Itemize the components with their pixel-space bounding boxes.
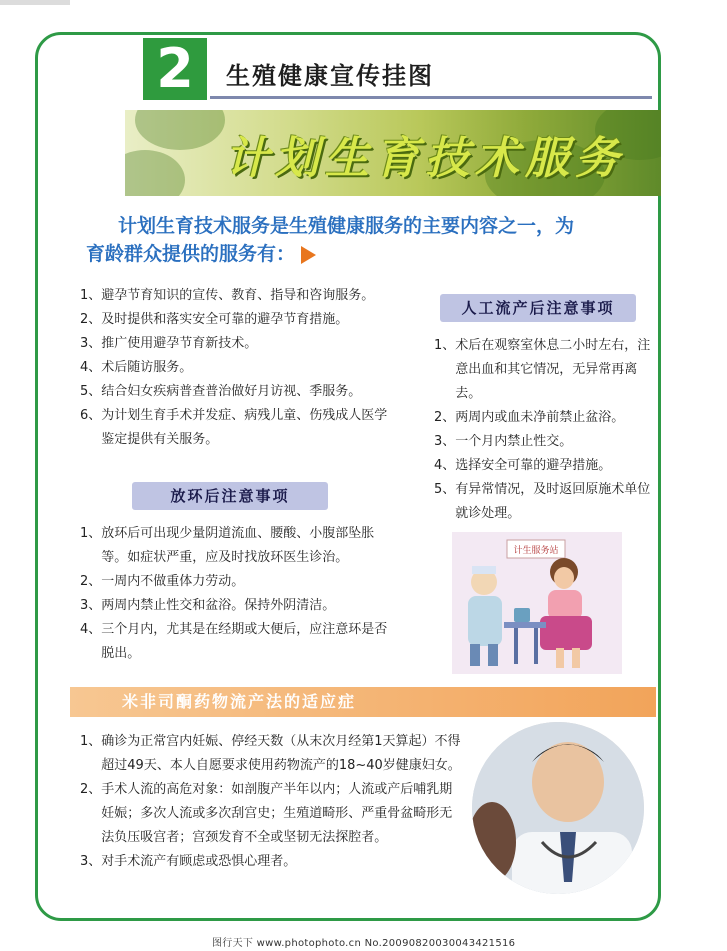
poster-title: 生殖健康宣传挂图 [226,62,434,90]
banner [125,110,661,196]
list-item: 1、 术后在观察室休息二小时左右，注意出血和其它情况，无异常再离去。 [434,338,651,401]
list-item: 2、 两周内或血未净前禁止盆浴。 [434,410,625,425]
list-item: 1、 确诊为正常宫内妊娠、停经天数（从末次月经第1天算起）不得超过49天、本人自愿要求使用药物流产的18~40岁健康妇女。 [80,734,461,773]
list-item: 2、 一周内不做重体力劳动。 [80,574,245,589]
arrow-right-icon [301,246,316,264]
corner-mark [0,0,70,5]
list-item: 3、 对手术流产有顾虑或恐惧心理者。 [80,854,297,869]
footer-credit: 图行天下 www.photophoto.cn No.20090820030043421516 [212,938,516,949]
doctor-photo-graphic [472,722,644,894]
list-item: 2、 手术人流的高危对象：如剖腹产半年以内；人流或产后哺乳期妊娠；多次人流或多次刮宫史；生殖道畸形、严重骨盆畸形无法负压吸宫者；宫颈发育不全或坚韧无法探腔者。 [80,782,453,845]
title-underline [210,96,652,99]
list-item: 5、 结合妇女疾病普查普治做好月访视、季服务。 [80,384,362,399]
mifepristone-list [80,730,462,874]
mifepristone-section-title: 米非司酮药物流产法的适应症 [70,687,656,717]
iud-section-title: 放环后注意事项 [132,482,328,510]
clinic-illustration-graphic [452,532,622,674]
doctor-photo [472,722,644,894]
intro-text [86,212,652,268]
clinic-illustration [452,532,622,674]
list-item: 3、 一个月内禁止性交。 [434,434,573,449]
list-item: 1、 放环后可出现少量阴道流血、腰酸、小腹部坠胀等。如症状严重，应及时找放环医生诊治。 [80,526,375,565]
list-item: 4、 选择安全可靠的避孕措施。 [434,458,612,473]
banner-title: 计划生育技术服务 [225,133,625,184]
list-item: 1、 避孕节育知识的宣传、教育、指导和咨询服务。 [80,288,375,303]
abortion-list [434,334,652,526]
list-item: 3、 推广使用避孕节育新技术。 [80,336,258,351]
poster-number: 2 [143,38,207,100]
list-item: 3、 两周内禁止性交和盆浴。保持外阴清洁。 [80,598,336,613]
intro-line-2: 育龄群众提供的服务有： [86,243,296,265]
services-list [80,284,400,452]
abortion-section-title: 人工流产后注意事项 [440,294,636,322]
leaf-shape [125,150,185,196]
list-item: 5、 有异常情况，及时返回原施术单位就诊处理。 [434,482,651,521]
list-item: 2、 及时提供和落实安全可靠的避孕节育措施。 [80,312,349,327]
clinic-sign: 计生服务站 [513,546,559,556]
list-item: 4、 术后随访服务。 [80,360,193,375]
list-item: 4、 三个月内，尤其是在经期或大便后，应注意环是否脱出。 [80,622,388,661]
list-item: 6、 为计划生育手术并发症、病残儿童、伤残成人医学鉴定提供有关服务。 [80,408,388,447]
iud-list [80,522,400,666]
intro-line-1: 计划生育技术服务是生殖健康服务的主要内容之一，为 [118,215,575,237]
leaf-shape [135,110,225,150]
